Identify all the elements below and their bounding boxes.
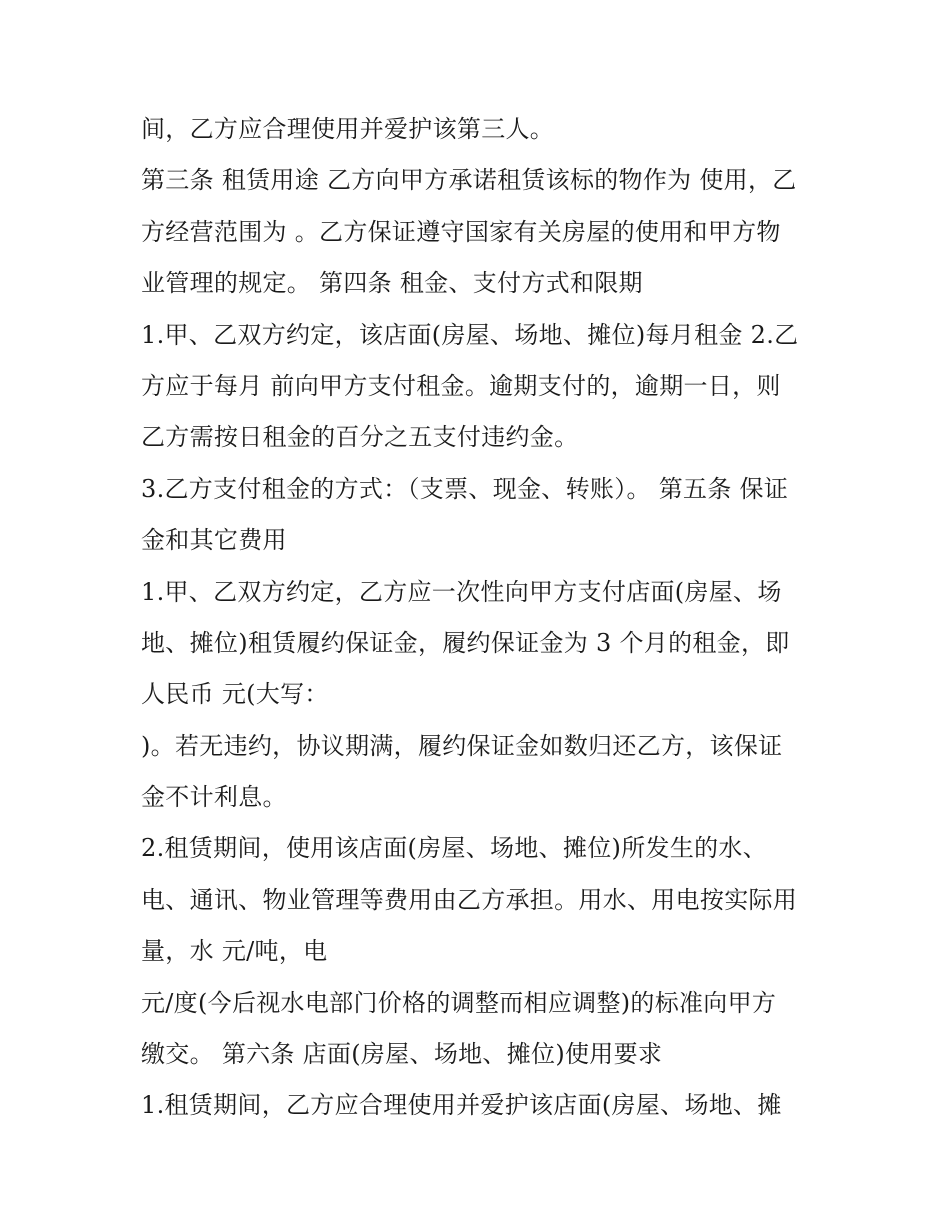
text-line: 2.租赁期间，使用该店面(房屋、场地、摊位)所发生的水、 bbox=[141, 834, 768, 863]
text-line: 电、通讯、物业管理等费用由乙方承担。用水、用电按实际用 bbox=[141, 885, 798, 914]
text-line: 1.甲、乙双方约定，该店面(房屋、场地、摊位)每月租金 2.乙 bbox=[141, 320, 799, 349]
text-line: 元/度(今后视水电部门价格的调整而相应调整)的标准向甲方 bbox=[141, 988, 777, 1017]
text-line: 间，乙方应合理使用并爱护该第三人。 bbox=[141, 115, 555, 143]
text-line: 地、摊位)租赁履约保证金，履约保证金为 3 个月的租金，即 bbox=[141, 628, 790, 657]
document-body bbox=[141, 104, 821, 1132]
text-line: 1.甲、乙双方约定，乙方应一次性向甲方支付店面(房屋、场 bbox=[141, 577, 782, 606]
text-line: 方应于每月 前向甲方支付租金。逾期支付的，逾期一日，则 bbox=[141, 371, 781, 400]
text-line: 3.乙方支付租金的方式：（支票、现金、转账）。 第五条 保证 bbox=[141, 474, 789, 503]
text-line: 业管理的规定。 第四条 租金、支付方式和限期 bbox=[141, 269, 643, 298]
text-line: 人民币 元(大写： bbox=[141, 680, 329, 709]
text-line: 金不计利息。 bbox=[141, 783, 287, 812]
text-line: 1.租赁期间，乙方应合理使用并爱护该店面(房屋、场地、摊 bbox=[141, 1091, 782, 1120]
text-line: 缴交。 第六条 店面(房屋、场地、摊位)使用要求 bbox=[141, 1040, 663, 1069]
text-line: 金和其它费用 bbox=[141, 526, 287, 555]
text-line: 量，水 元/吨，电 bbox=[141, 937, 328, 966]
text-line: 乙方需按日租金的百分之五支付违约金。 bbox=[141, 423, 579, 452]
text-line: 方经营范围为 。乙方保证遵守国家有关房屋的使用和甲方物 bbox=[141, 217, 781, 246]
text-line: )。若无违约，协议期满，履约保证金如数归还乙方，该保证 bbox=[141, 731, 783, 760]
text-line: 第三条 租赁用途 乙方向甲方承诺租赁该标的物作为 使用，乙 bbox=[141, 166, 797, 195]
